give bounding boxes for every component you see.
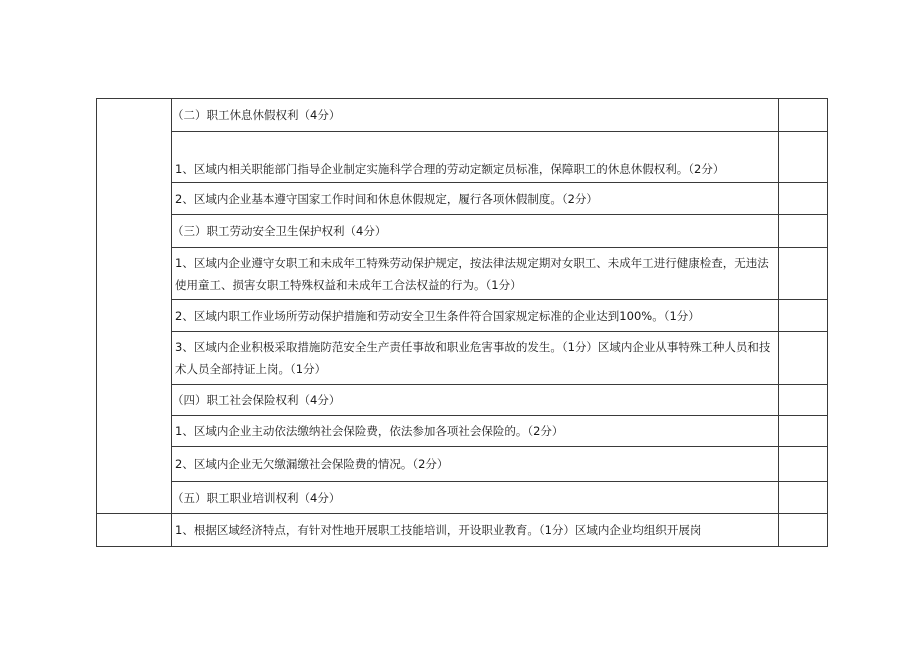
score-cell [779,300,828,332]
section-heading-text: （五）职工职业培训权利（4分） [172,490,341,505]
table-row [97,447,828,482]
criteria-text: 2、区域内企业基本遵守国家工作时间和休息休假规定，履行各项休假制度。（2分） [175,191,598,206]
criteria-cell [172,132,779,183]
criteria-text: 2、区域内职工作业场所劳动保护措施和劳动安全卫生条件符合国家规定标准的企业达到100%。（1分） [175,308,700,323]
score-cell [779,385,828,416]
score-cell [779,99,828,132]
evaluation-table [96,98,828,547]
table-row [97,385,828,416]
score-cell [779,215,828,248]
section-heading [172,215,779,248]
criteria-cell [172,447,779,482]
table-row [97,514,828,547]
score-cell [779,332,828,385]
table-row [97,332,828,385]
score-cell [779,248,828,300]
criteria-text: 1、区域内相关职能部门指导企业制定实施科学合理的劳动定额定员标准，保障职工的休息休假权利。（2分） [175,162,725,176]
category-cell [97,514,172,547]
section-heading-text: （三）职工劳动安全卫生保护权利（4分） [172,224,387,238]
table-row [97,215,828,248]
section-heading [172,482,779,514]
score-cell [779,514,828,547]
criteria-cell [172,416,779,447]
table-row [97,183,828,215]
criteria-text: 1、区域内企业主动依法缴纳社会保险费，依法参加各项社会保险的。（2分） [175,424,564,438]
section-heading [172,99,779,132]
section-heading [172,385,779,416]
criteria-cell [172,300,779,332]
section-heading-text: （二）职工休息休假权利（4分） [172,108,341,122]
criteria-text: 1、根据区域经济特点，有针对性地开展职工技能培训，开设职业教育。（1分）区域内企业均组织开展岗 [175,523,702,537]
criteria-text: 2、区域内企业无欠缴漏缴社会保险费的情况。（2分） [175,457,449,471]
criteria-cell [172,248,779,300]
score-cell [779,416,828,447]
table-row [97,248,828,300]
score-cell [779,183,828,215]
criteria-cell [172,514,779,547]
category-cell [97,99,172,514]
table-row [97,416,828,447]
criteria-text: 1、区域内企业遵守女职工和未成年工特殊劳动保护规定，按法律法规定期对女职工、未成年工进行健康检查，无违法使用童工、损害女职工特殊权益和未成年工合法权益的行为。（1分） [175,255,769,292]
table-row [97,132,828,183]
criteria-text: 3、区域内企业积极采取措施防范安全生产责任事故和职业危害事故的发生。（1分）区域内企业从事特殊工种人员和技术人员全部持证上岗。（1分） [175,340,771,376]
section-heading-text: （四）职工社会保险权利（4分） [172,393,341,407]
criteria-cell [172,183,779,215]
score-cell [779,132,828,183]
table-row [97,300,828,332]
table-row [97,99,828,132]
table-row [97,482,828,514]
criteria-cell [172,332,779,385]
score-cell [779,447,828,482]
score-cell [779,482,828,514]
